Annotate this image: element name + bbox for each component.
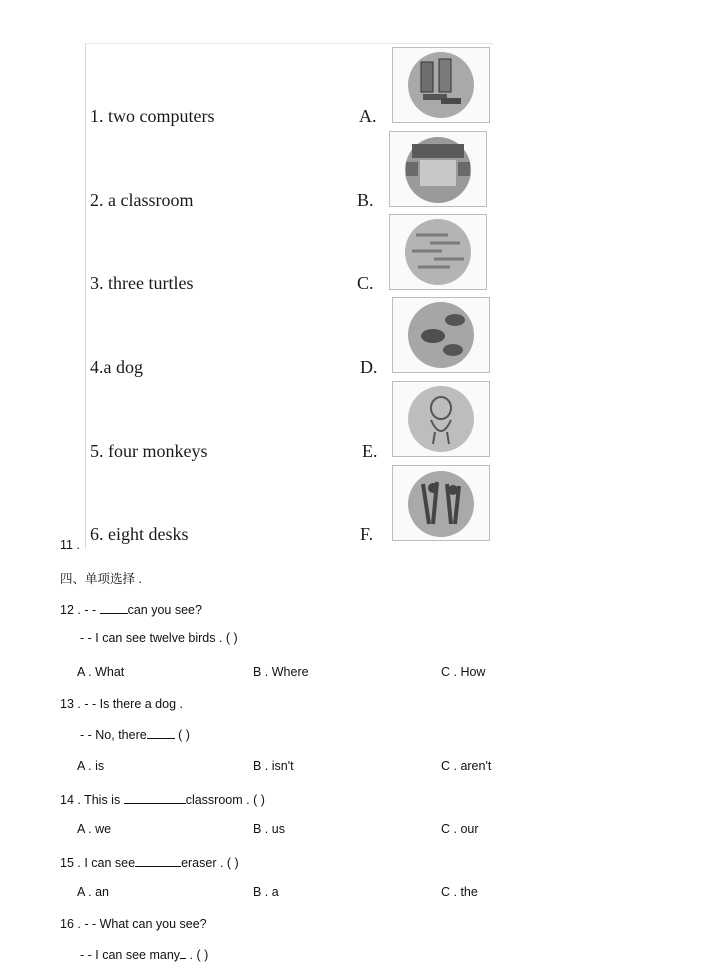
q14-option-b[interactable]: B . us xyxy=(253,822,285,836)
desks-picture-icon xyxy=(390,215,486,289)
answer-blank[interactable] xyxy=(135,854,181,867)
q14-option-a[interactable]: A . we xyxy=(77,822,112,836)
q15-option-c[interactable]: C . the xyxy=(441,885,478,899)
match-item-2: 2. a classroom xyxy=(90,190,194,210)
classroom-picture-icon xyxy=(390,132,486,206)
answer-blank[interactable] xyxy=(124,791,186,804)
q14-line1: 14 . This is classroom . ( ) xyxy=(60,793,265,807)
q11-number: 11 . xyxy=(60,538,80,552)
q13-option-b[interactable]: B . isn't xyxy=(253,759,294,773)
q13-line2: - - No, there ( ) xyxy=(80,728,190,742)
picture-d xyxy=(392,297,490,373)
q16-line1: 16 . - - What can you see? xyxy=(60,917,207,931)
match-item-5: 5. four monkeys xyxy=(90,441,208,461)
answer-blank[interactable] xyxy=(100,601,128,614)
match-item-4: 4.a dog xyxy=(90,357,143,377)
match-letter-c: C. xyxy=(357,273,374,293)
q14-option-c[interactable]: C . our xyxy=(441,822,479,836)
picture-e xyxy=(392,381,490,457)
match-letter-b: B. xyxy=(357,190,374,210)
match-letter-f: F. xyxy=(360,524,374,544)
q15-line1: 15 . I can see eraser . ( ) xyxy=(60,856,239,870)
section-4-title: 四、单项选择 . xyxy=(60,572,142,586)
match-item-1: 1. two computers xyxy=(90,106,215,126)
q12-line2: - - I can see twelve birds . ( ) xyxy=(80,631,238,645)
q12-option-a[interactable]: A . What xyxy=(77,665,125,679)
monkeys-picture-icon xyxy=(393,466,489,540)
q15-option-b[interactable]: B . a xyxy=(253,885,279,899)
computers-picture-icon xyxy=(393,48,489,122)
match-letter-d: D. xyxy=(360,357,378,377)
picture-a xyxy=(392,47,490,123)
picture-c xyxy=(389,214,487,290)
q13-option-a[interactable]: A . is xyxy=(77,759,105,773)
q13-option-c[interactable]: C . aren't xyxy=(441,759,492,773)
q15-option-a[interactable]: A . an xyxy=(77,885,109,899)
match-item-3: 3. three turtles xyxy=(90,273,194,293)
match-item-6: 6. eight desks xyxy=(90,524,189,544)
match-letter-a: A. xyxy=(359,106,377,126)
turtles-picture-icon xyxy=(393,298,489,372)
matching-panel xyxy=(85,43,493,549)
q13-line1: 13 . - - Is there a dog . xyxy=(60,697,183,711)
picture-f xyxy=(392,465,490,541)
q12-option-c[interactable]: C . How xyxy=(441,665,486,679)
dog-picture-icon xyxy=(393,382,489,456)
answer-blank[interactable] xyxy=(147,726,175,739)
q12-line1: 12 . - - can you see? xyxy=(60,603,202,617)
match-letter-e: E. xyxy=(362,441,378,461)
q16-line2: - - I can see many . ( ) xyxy=(80,948,209,962)
q12-option-b[interactable]: B . Where xyxy=(253,665,309,679)
picture-b xyxy=(389,131,487,207)
